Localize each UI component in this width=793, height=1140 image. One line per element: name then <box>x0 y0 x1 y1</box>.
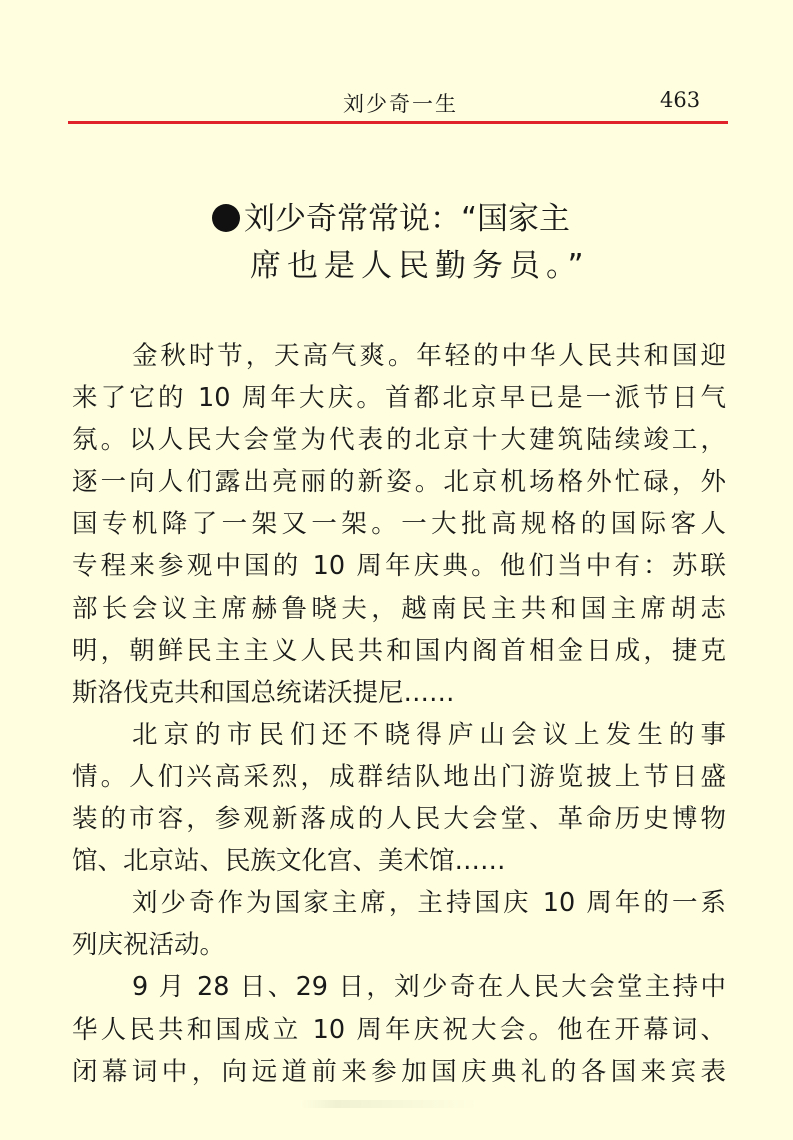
text-line: 金秋时节，天高气爽。年轻的中华人民共和国迎 <box>132 341 726 371</box>
text-line: 国专机降了一架又一架。一大批高规格的国际客人 <box>72 509 726 540</box>
text-line: 9 月 28 日、29 日，刘少奇在人民大会堂主持中 <box>132 972 726 1003</box>
text-line: 氛。以人民大会堂为代表的北京十大建筑陆续竣工， <box>72 425 726 456</box>
text-line: 情。人们兴高采烈，成群结队地出门游览披上节日盛 <box>72 761 726 792</box>
section-heading-text-1: 刘少奇常常说：“国家主 <box>244 201 571 237</box>
page-number: 463 <box>660 88 701 112</box>
text-line: 部长会议主席赫鲁晓夫，越南民主共和国主席胡志 <box>72 593 726 624</box>
running-header-title: 刘少奇一生 <box>343 92 458 116</box>
section-heading-line-2: 席也是人民勤务员。” <box>250 248 590 284</box>
text-line: 馆、北京站、民族文化宫、美术馆…… <box>72 846 506 877</box>
text-line: 刘少奇作为国家主席，主持国庆 10 周年的一系 <box>132 888 726 919</box>
paragraph-1 <box>72 335 726 714</box>
section-heading-line-1 <box>212 196 632 243</box>
text-line: 列庆祝活动。 <box>72 930 226 961</box>
text-line: 装的市容，参观新落成的人民大会堂、革命历史博物 <box>72 804 726 835</box>
text-line: 北京的市民们还不晓得庐山会议上发生的事 <box>132 719 726 750</box>
paragraph-2 <box>72 714 726 882</box>
header-rule <box>68 121 728 124</box>
paragraph-3 <box>72 882 726 966</box>
text-line: 来了它的 10 周年大庆。首都北京早已是一派节日气 <box>72 383 726 414</box>
body-text <box>72 335 726 1093</box>
text-line: 斯洛伐克共和国总统诺沃提尼…… <box>72 677 455 708</box>
text-line: 华人民共和国成立 10 周年庆祝大会。他在开幕词、 <box>72 1014 726 1045</box>
footer-smudge <box>300 1100 480 1108</box>
text-line: 专程来参观中国的 10 周年庆典。他们当中有：苏联 <box>72 551 726 582</box>
text-line: 明，朝鲜民主主义人民共和国内阁首相金日成，捷克 <box>72 635 726 666</box>
paragraph-4 <box>72 966 726 1092</box>
text-line: 逐一向人们露出亮丽的新姿。北京机场格外忙碌，外 <box>72 467 726 498</box>
section-heading <box>212 196 632 290</box>
text-line: 闭幕词中，向远道前来参加国庆典礼的各国来宾表 <box>72 1056 726 1087</box>
bullet-icon <box>212 204 240 232</box>
